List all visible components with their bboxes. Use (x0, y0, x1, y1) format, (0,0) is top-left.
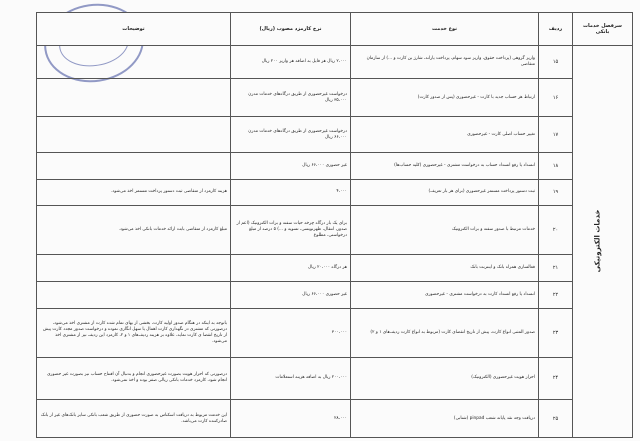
table-row (37, 179, 633, 206)
notes-cell (37, 282, 231, 309)
table-row (37, 206, 633, 255)
row-number: ۱۹ (539, 179, 573, 206)
fee-table (36, 12, 633, 438)
row-number: ۱۷ (539, 117, 573, 153)
fee-cell: ۲۸،۰۰۰ (231, 400, 351, 438)
header-fee: نرخ کارمزد مصوب (ریال) (231, 13, 351, 46)
fee-cell: ۳۰۰،۰۰۰ (231, 308, 351, 357)
notes-cell (37, 152, 231, 179)
notes-cell (37, 79, 231, 117)
service-cell: ثبت دستور پرداخت مستمر غیرحضوری (برای هر بار تعریف) (351, 179, 539, 206)
table-row (37, 79, 633, 117)
service-cell: صدور المثنی انواع کارت، پیش از تاریخ انقضای کارت (مربوط به انواع کارت ردیف‌های ۱ و ۲) (351, 308, 539, 357)
header-row-number: ردیف (539, 13, 573, 46)
table-row (37, 46, 633, 79)
row-number: ۲۰ (539, 206, 573, 255)
row-number: ۲۲ (539, 282, 573, 309)
table-row (37, 308, 633, 357)
header-notes: توضیحات (37, 13, 231, 46)
table-row (37, 117, 633, 153)
notes-cell (37, 46, 231, 79)
service-cell: دریافت وجه نقد پایانه شعب pinpad (شتابی) (351, 400, 539, 438)
notes-cell: درصورتی که احراز هویت بصورت غیرحضوری انجام و بدنبال آن افتتاح حساب نیز بصورت غیر حضوری انجام شود، کارمزد خدمات بانکی ریالی صفر بوده و اخذ نمی‌شود. (37, 357, 231, 399)
service-cell: انسداد یا رفع انسداد حساب به درخواست مشتری - غیرحضوری (کلیه حساب‌ها) (351, 152, 539, 179)
table-row (37, 152, 633, 179)
row-number: ۱۶ (539, 79, 573, 117)
table-header-row (37, 13, 633, 46)
row-number: ۲۴ (539, 357, 573, 399)
notes-cell: هزینه کارمزد از متقاضی ثبت دستور پرداخت مستمر اخذ می‌شود. (37, 179, 231, 206)
row-number: ۲۳ (539, 308, 573, 357)
row-number: ۲۵ (539, 400, 573, 438)
notes-cell (37, 117, 231, 153)
fee-cell: درخواست غیرحضوری از طریق درگاه‌های خدمات مدرن ۶۶،۰۰۰ ریال (231, 117, 351, 153)
fee-cell: درخواست غیرحضوری از طریق درگاه‌های خدمات مدرن ۳۵،۰۰۰ ریال (231, 79, 351, 117)
header-service: نوع خدمت (351, 13, 539, 46)
table-row (37, 357, 633, 399)
row-number: ۱۸ (539, 152, 573, 179)
service-cell: احراز هویت غیرحضوری (الکترونیک) (351, 357, 539, 399)
table-row (37, 282, 633, 309)
service-cell: فعالسازی همراه بانک و اینترنت بانک (351, 255, 539, 282)
fee-cell: ۲،۰۰۰ ریال هر فایل به اضافه هر واریز ۲۰۰ ریال (231, 46, 351, 79)
row-number: ۲۱ (539, 255, 573, 282)
notes-cell: این خدمت مربوط به دریافت اسکناس به صورت حضوری از طریق شعب بانکی سایر بانک‌های غیر از بانک صادرکننده کارت می‌باشد. (37, 400, 231, 438)
row-number: ۱۵ (539, 46, 573, 79)
fee-cell: برای یک بار درگاه چرخه حیات سفته و برات الکترونیک (اعم از صدور، انتقال، ظهرنویسی، تسویه و ...) ۵ درصد از مبلغ درخواستی، مطلوع (231, 206, 351, 255)
service-cell: تغییر حساب اصلی کارت - غیرحضوری (351, 117, 539, 153)
table-row (37, 255, 633, 282)
service-cell: واریز گروهی (پرداخت حقوق، واریز سود سهام، پرداخت یارانه، شارژ بن کارت و ...) از سازمان متقاضی (351, 46, 539, 79)
table-row (37, 400, 633, 438)
fee-cell: هر درگاه ۲۰،۰۰۰ ریال (231, 255, 351, 282)
header-section: سرفصل خدمات بانکی (573, 13, 633, 46)
section-label: خدمات الکترونیکی (593, 209, 602, 272)
fee-cell: غیر حضوری ۶۶،۰۰۰ ریال (231, 152, 351, 179)
service-cell: خدمات مرتبط با صدور سفته و برات الکترونیک (351, 206, 539, 255)
notes-cell: باتوجه به اینکه در هنگام صدور اولیه کارت، بخشی از بهای تمام شده کارت از مشتری اخذ می‌شود، درصورتی که مشتری در نگهداری کارت اهمال یا سهل انگاری نموده و درخواست صدور مجدد کارت پیش از تاریخ انقضا ی کارت نماید، علاوه بر هزینه ردیف‌های ۱ و ۲، کارمزد این ردیف نیز از مشتری اخذ می‌شود. (37, 308, 231, 357)
fee-cell: ۴،۰۰۰ (231, 179, 351, 206)
service-cell: انسداد یا رفع انسداد کارت به درخواست مشتری - غیرحضوری (351, 282, 539, 309)
fee-cell: غیر حضوری ۶۶،۰۰۰ ریال (231, 282, 351, 309)
notes-cell (37, 255, 231, 282)
notes-cell: مبلغ کارمزد از متقاضی بابت ارائه خدمات بانکی اخذ می‌شود. (37, 206, 231, 255)
section-cell (573, 46, 633, 438)
fee-cell: ۲۰۰،۰۰۰ ریال به اضافه هزینه استعلامات (231, 357, 351, 399)
service-cell: ارتباط هر حساب جدید با کارت - غیرحضوری (پس از صدور کارت) (351, 79, 539, 117)
